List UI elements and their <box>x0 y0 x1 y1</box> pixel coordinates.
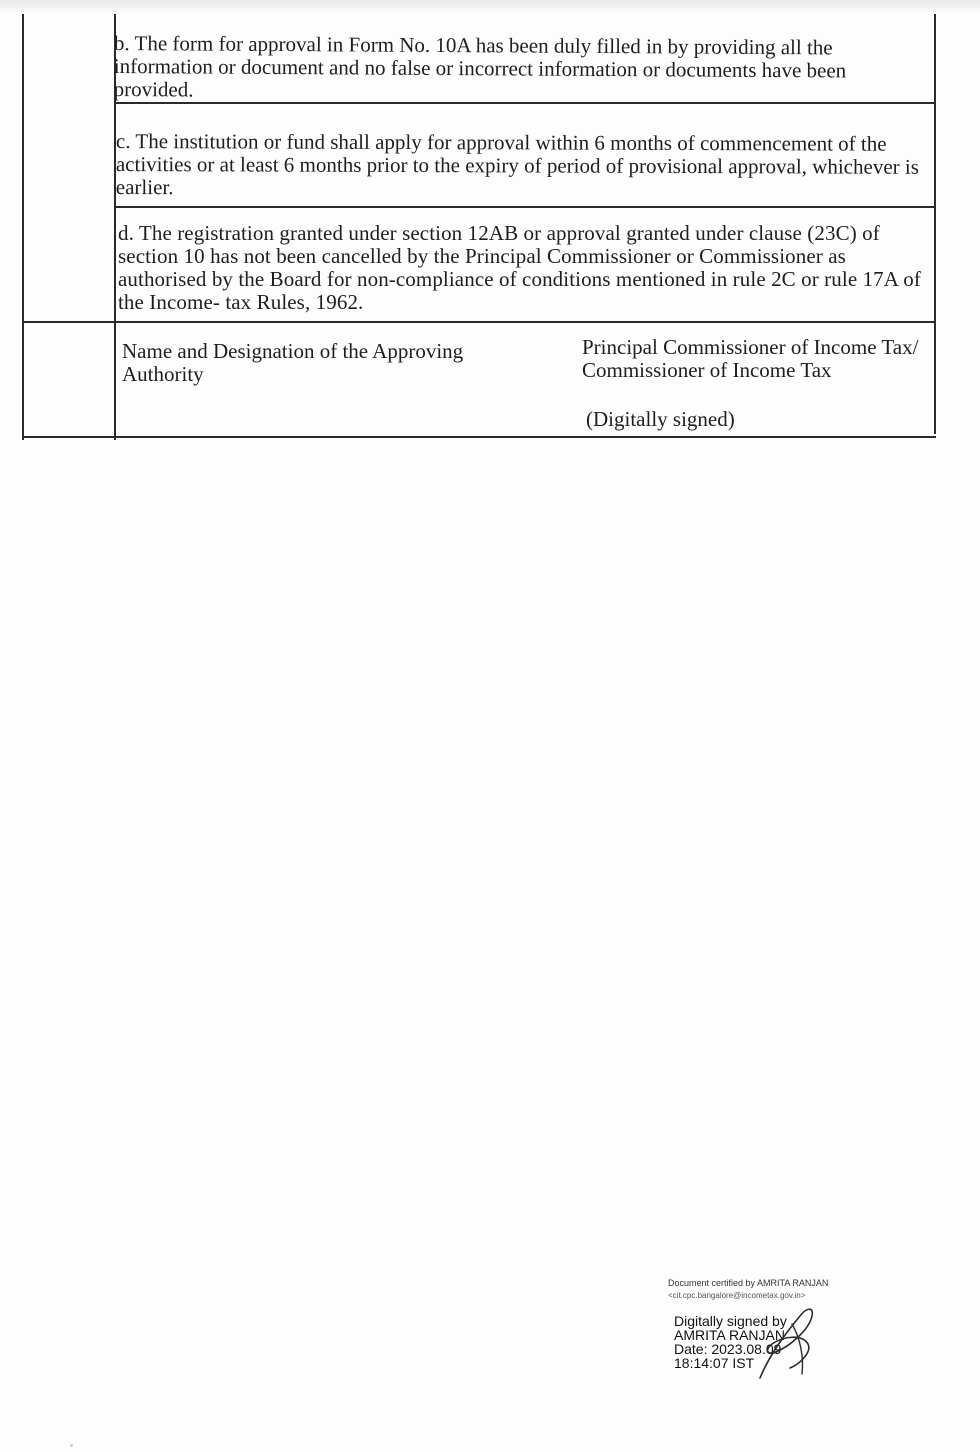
row-divider-d <box>22 321 936 323</box>
digitally-signed-by-line: Digitally signed by <box>674 1313 787 1329</box>
table-left-border <box>22 14 24 440</box>
table-right-border <box>934 14 936 434</box>
certifier-email: <cit.cpc.bangalore@incometax.gov.in> <box>668 1291 806 1300</box>
condition-d-text: d. The registration granted under section 12AB or approval granted under clause (23C) of section 10 has not been cancelled by the Principal Commissioner or Commissioner as authorised by the Board for non-compliance of conditions mentioned in rule 2C or rule 17A of the Income- tax Rules, 1962. <box>118 221 921 314</box>
signer-name: AMRITA RANJAN <box>674 1327 785 1343</box>
conditions-table <box>22 14 936 440</box>
approving-authority-label: Name and Designation of the Approving Authority <box>122 339 464 386</box>
table-bottom-border <box>22 436 936 438</box>
condition-c-text: c. The institution or fund shall apply for approval within 6 months of commencement of the activities or at least 6 months prior to the expiry of period of provisional approval, whichever is earlier. <box>115 129 919 200</box>
approving-authority-designation: Principal Commissioner of Income Tax/ Commissioner of Income Tax <box>582 335 919 382</box>
page-top-shadow <box>0 0 980 14</box>
certified-by-line: Document certified by AMRITA RANJAN <box>668 1278 829 1288</box>
row-divider-c <box>114 206 936 208</box>
digitally-signed-note: (Digitally signed) <box>586 407 735 431</box>
handwritten-signature-icon <box>730 1294 840 1384</box>
digital-signature-stamp <box>660 1274 880 1384</box>
signature-time: 18:14:07 IST <box>674 1355 755 1371</box>
signature-date: Date: 2023.08.09 <box>674 1341 782 1357</box>
scan-speck <box>70 1444 73 1447</box>
condition-b-text: b. The form for approval in Form No. 10A has been duly filled in by providing all the information or document and no false or incorrect information or documents have been provided. <box>113 31 847 102</box>
